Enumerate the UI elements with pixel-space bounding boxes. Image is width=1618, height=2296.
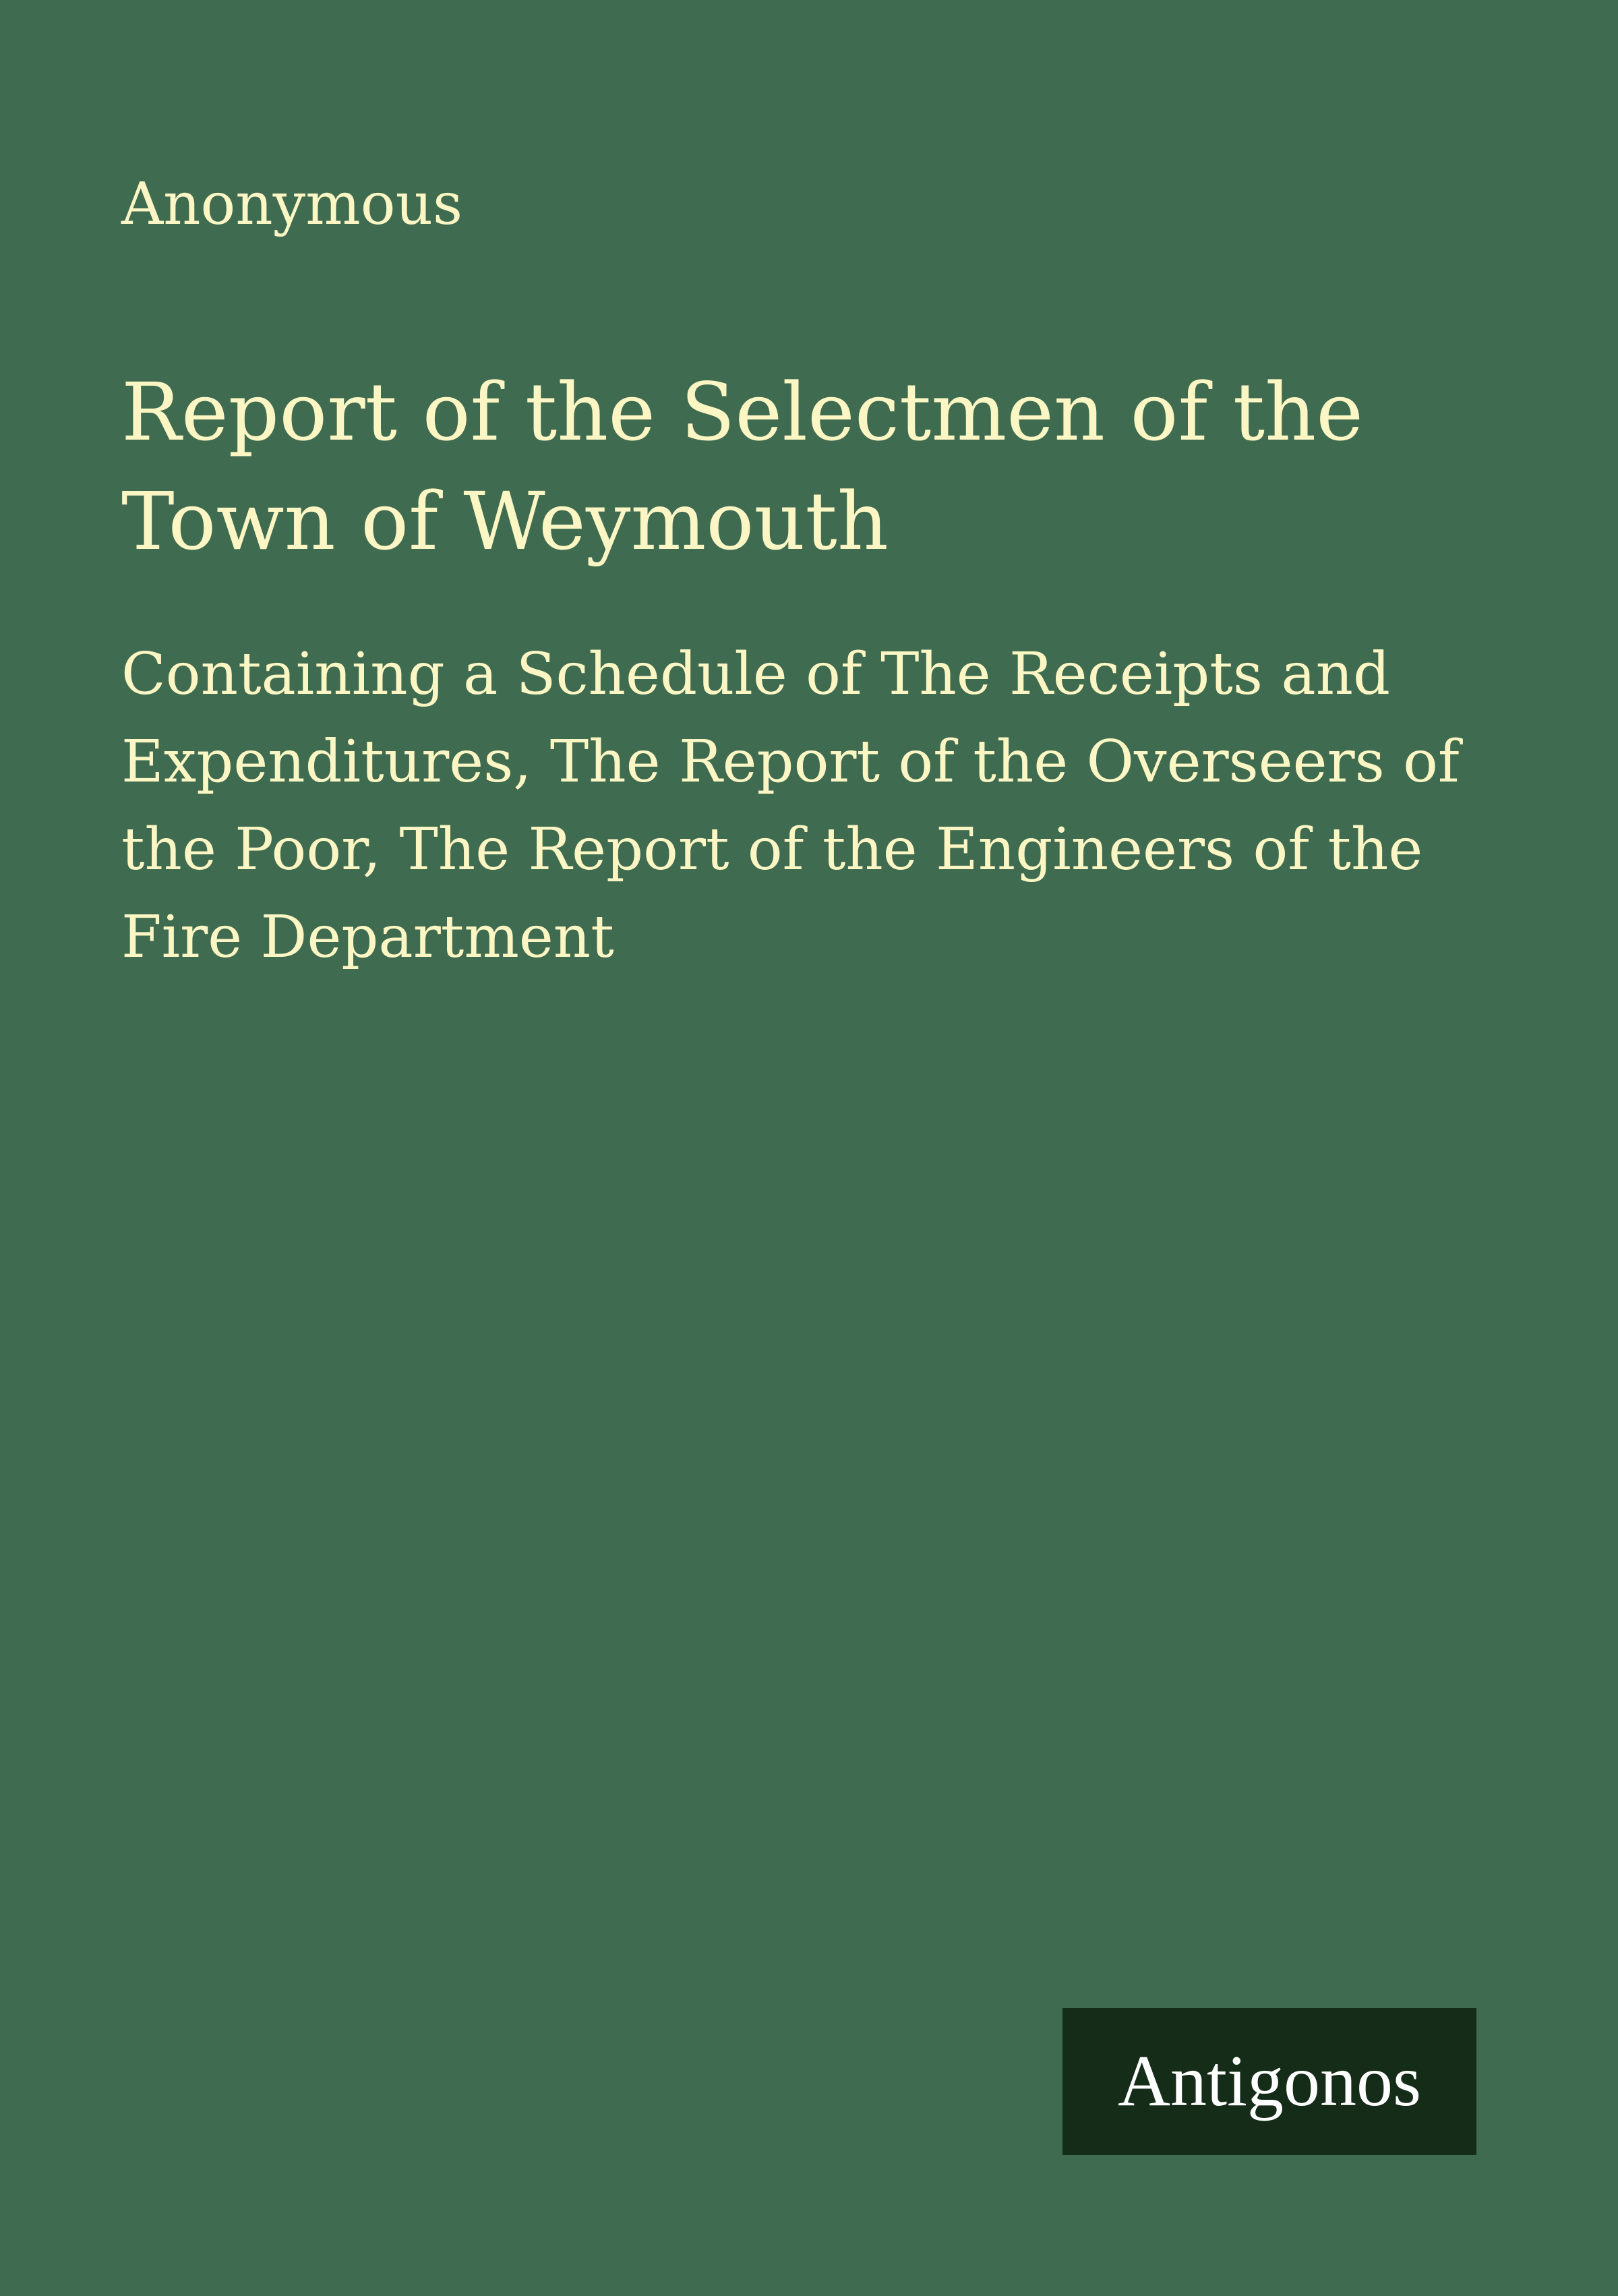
publisher-logo-badge — [1062, 2008, 1476, 2155]
publisher-name: Antigonos — [1117, 2041, 1422, 2121]
book-title: Report of the Selectmen of the Town of Weymouth — [121, 365, 1364, 568]
book-subtitle: Containing a Schedule of The Receipts and Expenditures, The Report of the Overseers of the Poor, The Report of the Engineers of the Fire Department — [121, 641, 1460, 971]
author-name: Anonymous — [121, 171, 463, 238]
